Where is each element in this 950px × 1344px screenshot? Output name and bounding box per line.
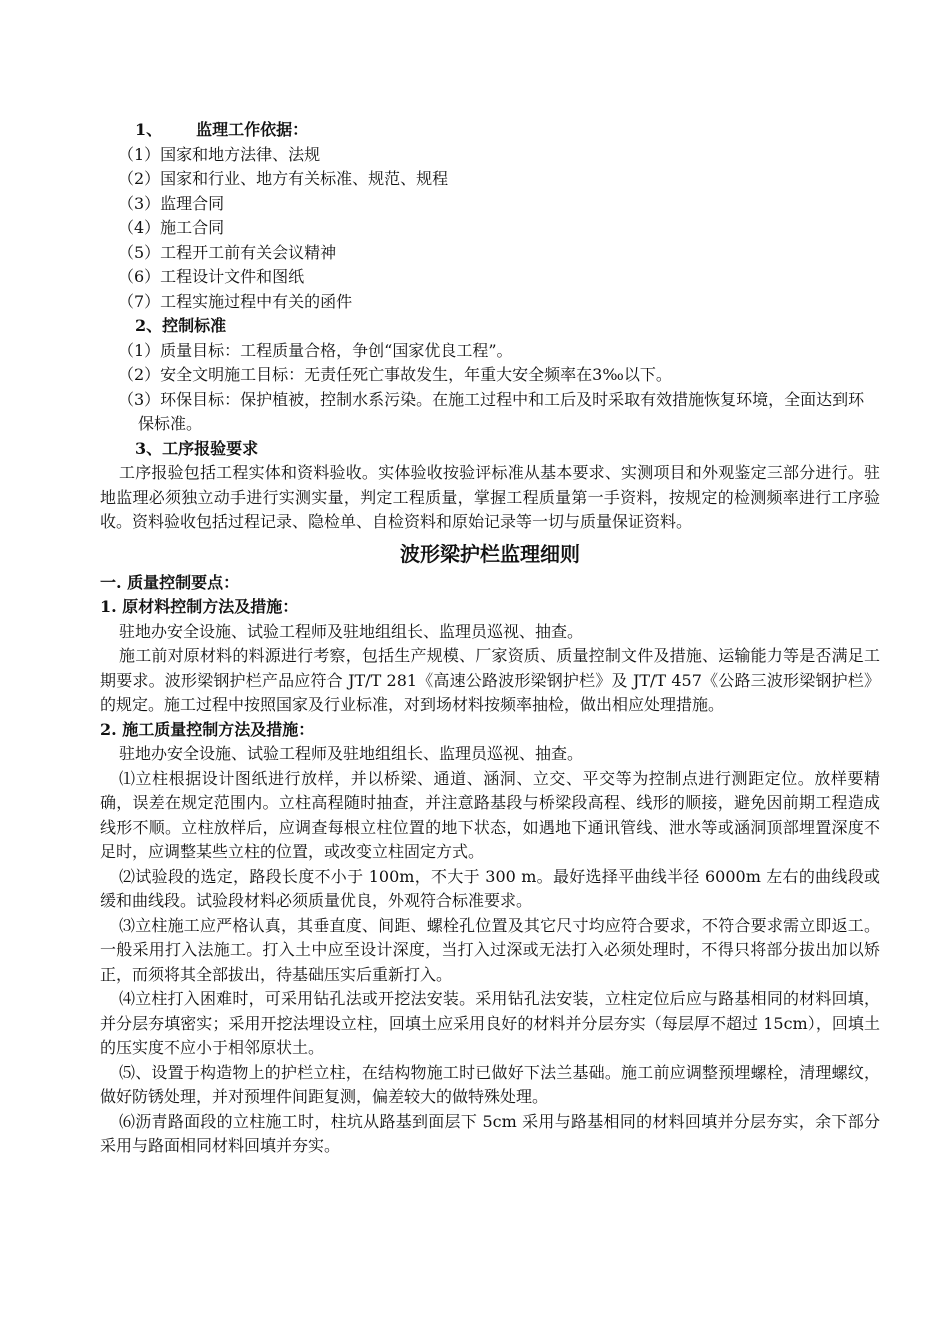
standard-item: （3）环保目标：保护植被，控制水系污染。在施工过程中和工后及时采取有效措施恢复环境，全面达到环保标准。 [118, 389, 865, 433]
staff-paragraph: 驻地办安全设施、试验工程师及驻地组组长、监理员巡视、抽查。 [119, 744, 584, 763]
subsection-heading: 2. 施工质量控制方法及措施： [100, 719, 315, 739]
staff-paragraph: 驻地办安全设施、试验工程师及驻地组组长、监理员巡视、抽查。 [119, 621, 584, 641]
subsection-heading: 1. 原材料控制方法及措施： [100, 597, 299, 616]
basis-heading-text: 监理工作依据： [196, 120, 309, 139]
document-body [100, 118, 880, 1159]
basis-heading-number: 1、 [135, 120, 163, 139]
standard-heading: 2、控制标准 [135, 316, 227, 335]
control-item: ⑹沥青路面段的立柱施工时，柱坑从路基到面层下 5cm 采用与路基相同的材料回填并分层夯实，余下部分采用与路面相同材料回填并夯实。 [100, 1111, 880, 1155]
material-paragraph: 施工前对原材料的料源进行考察，包括生产规模、厂家资质、质量控制文件及措施、运输能力等是否满足工期要求。波形梁钢护栏产品应符合 JT/T 281《高速公路波形梁钢护栏》及 JT/T 457《公路三波形梁钢护栏》的规定。施工过程中按照国家及行业标准，对到场材料按频率抽检，做出相应处理措施。 [100, 646, 880, 714]
basis-item: （7）工程实施过程中有关的函件 [118, 291, 353, 311]
basis-item: （3）监理合同 [118, 193, 225, 213]
control-item: ⑵试验段的选定，路段长度不小于 100m，不大于 300 m。最好选择平曲线半径 6000m 左右的曲线段或缓和曲线段。试验段材料必须质量优良，外观符合标准要求。 [100, 866, 880, 910]
section-heading: 一. 质量控制要点： [100, 572, 240, 592]
basis-heading [100, 118, 880, 143]
standard-item: （2）安全文明施工目标：无责任死亡事故发生，年重大安全频率在3‰以下。 [118, 365, 672, 384]
control-item: ⑷立柱打入困难时，可采用钻孔法或开挖法安装。采用钻孔法安装，立柱定位后应与路基相同的材料回填，并分层夯填密实；采用开挖法埋设立柱，回填土应采用良好的材料并分层夯实（每层厚不超过 15cm），回填土的压实度不应小于相邻原状土。 [100, 989, 880, 1057]
basis-item: （5）工程开工前有关会议精神 [118, 242, 337, 262]
control-item: ⑴立柱根据设计图纸进行放样，并以桥梁、通道、涵洞、立交、平交等为控制点进行测距定位。放样要精确，误差在规定范围内。立柱高程随时抽查，并注意路基段与桥梁段高程、线形的顺接，避免因前期工程造成线形不顺。立柱放样后，应调查每根立柱位置的地下状态，如遇地下通讯管线、泄水等或涵洞顶部埋置深度不足时，应调整某些立柱的位置，或改变立柱固定方式。 [100, 768, 880, 861]
basis-item: （2）国家和行业、地方有关标准、规范、规程 [118, 169, 449, 188]
standard-item: （1）质量目标：工程质量合格，争创“国家优良工程”。 [118, 340, 513, 360]
procedure-paragraph: 工序报验包括工程实体和资料验收。实体验收按验评标准从基本要求、实测项目和外观鉴定三部分进行。驻地监理必须独立动手进行实测实量，判定工程质量，掌握工程质量第一手资料，按规定的检测频率进行工序验收。资料验收包括过程记录、隐检单、自检资料和原始记录等一切与质量保证资料。 [100, 463, 880, 531]
control-item: ⑸、设置于构造物上的护栏立柱，在结构物施工时已做好下法兰基础。施工前应调整预埋螺栓，清理螺纹，做好防锈处理，并对预埋件间距复测，偏差较大的做特殊处理。 [100, 1062, 880, 1106]
basis-item: （1）国家和地方法律、法规 [118, 144, 321, 164]
control-item: ⑶立柱施工应严格认真，其垂直度、间距、螺栓孔位置及其它尺寸均应符合要求，不符合要求需立即返工。一般采用打入法施工。打入土中应至设计深度，当打入过深或无法打入必须处理时，不得只将部分拔出加以矫正，而须将其全部拔出，待基础压实后重新打入。 [100, 915, 880, 984]
document-title: 波形梁护栏监理细则 [400, 541, 580, 566]
basis-item: （4）施工合同 [118, 218, 225, 237]
procedure-heading: 3、工序报验要求 [135, 438, 259, 458]
basis-item: （6）工程设计文件和图纸 [118, 267, 305, 286]
